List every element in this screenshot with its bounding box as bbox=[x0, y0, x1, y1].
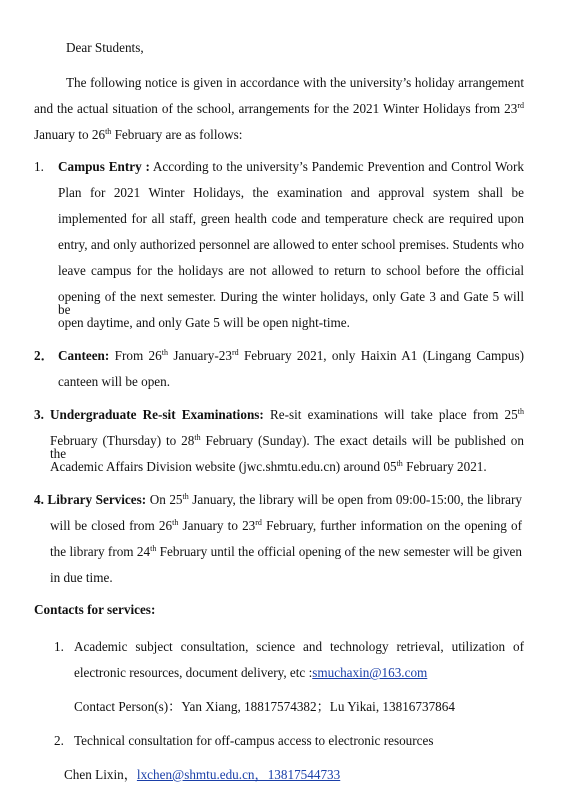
item-1-line-5: leave campus for the holidays are not allowed to return to school before the official bbox=[58, 263, 524, 278]
item-1-number: 1. bbox=[34, 159, 44, 174]
contact-1-number: 1. bbox=[54, 639, 64, 654]
intro-line-2: and the actual situation of the school, arrangements for the 2021 Winter Holidays from 23rd bbox=[34, 101, 524, 116]
contact-2-number: 2. bbox=[54, 733, 64, 748]
item-1-line-4: entry, and only authorized personnel are allowed to enter school premises. Students who bbox=[58, 237, 524, 252]
contact-2-person: Chen Lixin，lxchen@shmtu.edu.cn，13817544733 bbox=[64, 767, 341, 782]
item-3-line-3: Academic Affairs Division website (jwc.shmtu.edu.cn) around 05th February 2021. bbox=[50, 459, 487, 474]
contacts-heading: Contacts for services: bbox=[34, 602, 156, 617]
item-4-line-3: the library from 24th February until the official opening of the new semester will be given bbox=[50, 544, 522, 559]
item-4-line-4: in due time. bbox=[50, 570, 113, 585]
item-4-line-2: will be closed from 26th January to 23rd February, further information on the opening of bbox=[50, 518, 522, 533]
item-1-line-7: open daytime, and only Gate 5 will be open night-time. bbox=[58, 315, 350, 330]
item-4-line-1: 4. Library Services: On 25th January, the library will be open from 09:00-15:00, the library bbox=[34, 492, 522, 507]
greeting: Dear Students, bbox=[66, 40, 144, 55]
contact-1-email-link[interactable]: smuchaxin@163.com bbox=[312, 665, 428, 680]
contact-1-line-1: Academic subject consultation, science and technology retrieval, utilization of bbox=[74, 639, 524, 654]
item-3-line-1: 3. Undergraduate Re-sit Examinations: Re-sit examinations will take place from 25th bbox=[34, 407, 524, 422]
intro-line-1: The following notice is given in accordance with the university’s holiday arrangement bbox=[66, 75, 524, 90]
item-1-line-3: implemented for all staff, green health code and temperature check are required upon bbox=[58, 211, 524, 226]
item-2-line-1: Canteen: From 26th January-23rd February 2021, only Haixin A1 (Lingang Campus) bbox=[58, 348, 525, 363]
item-1-line-2: Plan for 2021 Winter Holidays, the examination and approval system shall be bbox=[58, 185, 524, 200]
item-2-line-2: canteen will be open. bbox=[58, 374, 171, 389]
intro-line-3: January to 26th February are as follows: bbox=[34, 127, 243, 142]
contact-1-line-2: electronic resources, document delivery, etc :smuchaxin@163.com bbox=[74, 665, 428, 680]
item-3-line-2: February (Thursday) to 28th February (Sunday). The exact details will be published on the bbox=[50, 433, 524, 462]
item-2-number: 2． bbox=[34, 348, 54, 363]
item-1-line-1: Campus Entry : According to the university’s Pandemic Prevention and Control Work bbox=[58, 159, 524, 174]
contact-2-email-link[interactable]: lxchen@shmtu.edu.cn，13817544733 bbox=[136, 767, 341, 782]
item-1-line-6: opening of the next semester. During the winter holidays, only Gate 3 and Gate 5 will be bbox=[58, 289, 524, 318]
contact-1-person: Contact Person(s)：Yan Xiang, 18817574382；Lu Yikai, 13816737864 bbox=[74, 699, 455, 714]
contact-2-line-1: Technical consultation for off-campus access to electronic resources bbox=[74, 733, 434, 748]
